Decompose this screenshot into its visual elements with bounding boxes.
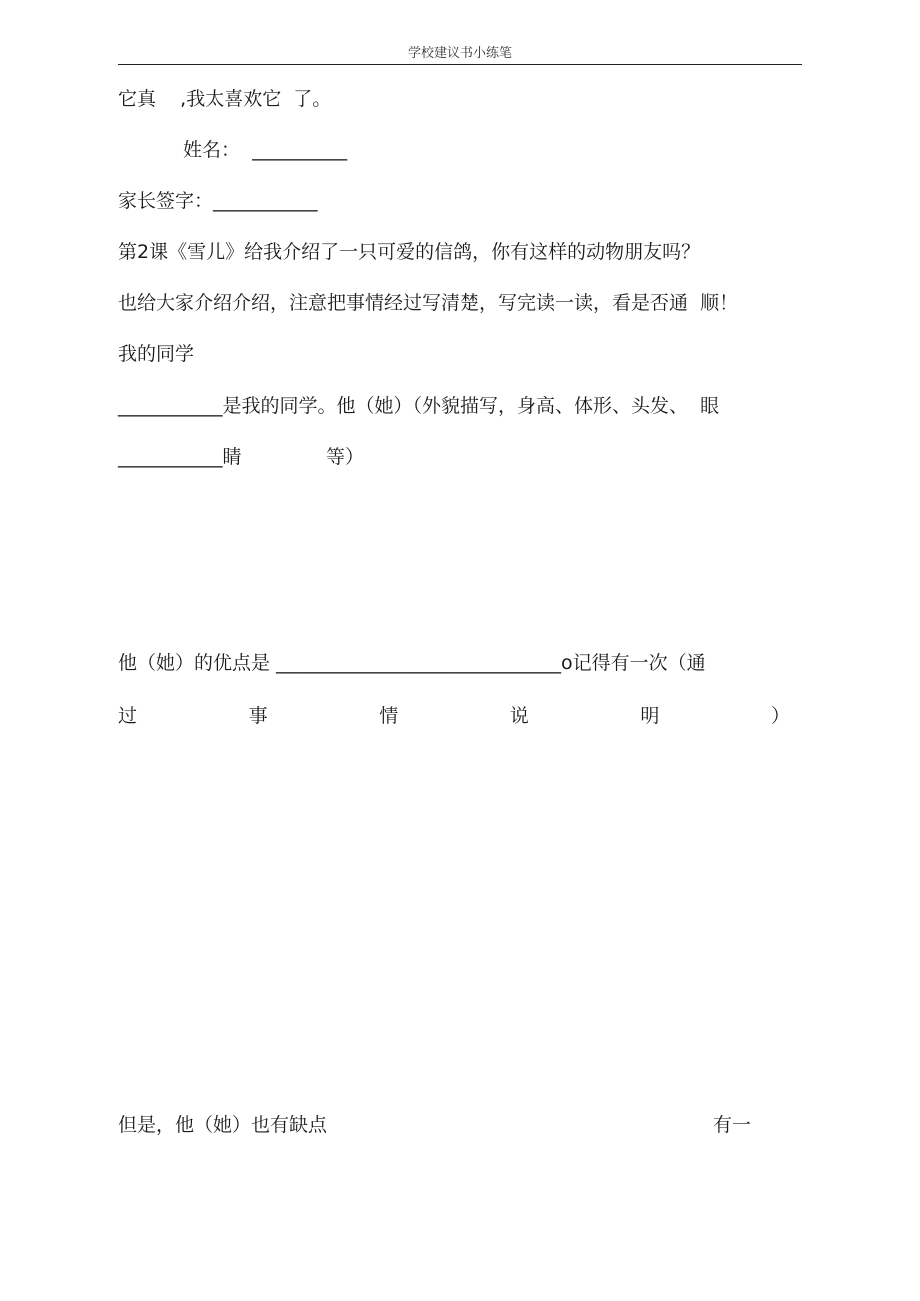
merit-cont-char: 情: [379, 705, 399, 727]
merit-cont-char: 明: [640, 705, 660, 727]
classmate-line-1: ___________是我的同学。他（她）（外貌描写，身高、体形、头发、 眼: [118, 395, 720, 417]
merit-cont-char: 说: [509, 705, 529, 727]
prompt-line-2: 也给大家介绍介绍，注意把事情经过写清楚，写完读一读，看是否通 顺！: [118, 292, 739, 314]
name-field-line: 姓名： __________: [183, 139, 348, 161]
merit-line: 他（她）的优点是 ______________________________o记得有一次（通: [118, 652, 706, 674]
merit-cont-char: 过: [118, 705, 138, 727]
prompt-line-1: 第2课《雪儿》给我介绍了一只可爱的信鸽，你有这样的动物朋友吗？: [118, 241, 701, 263]
flaw-line: 但是，他（她）也有缺点: [118, 1114, 328, 1136]
merit-continuation: [118, 703, 790, 729]
flaw-line-end: 有一: [713, 1114, 752, 1136]
classmate-line-2: ___________睛 等）: [118, 446, 365, 468]
text-line-1: 它真 ,我太喜欢它 了。: [118, 88, 332, 110]
header-divider: [118, 64, 802, 65]
essay-title: 我的同学: [118, 343, 195, 365]
page-header: 学校建议书小练笔: [407, 46, 512, 61]
merit-cont-char: ）: [770, 705, 790, 727]
merit-cont-char: 事: [248, 705, 268, 727]
parent-signature-line: 家长签字：___________: [118, 190, 318, 212]
